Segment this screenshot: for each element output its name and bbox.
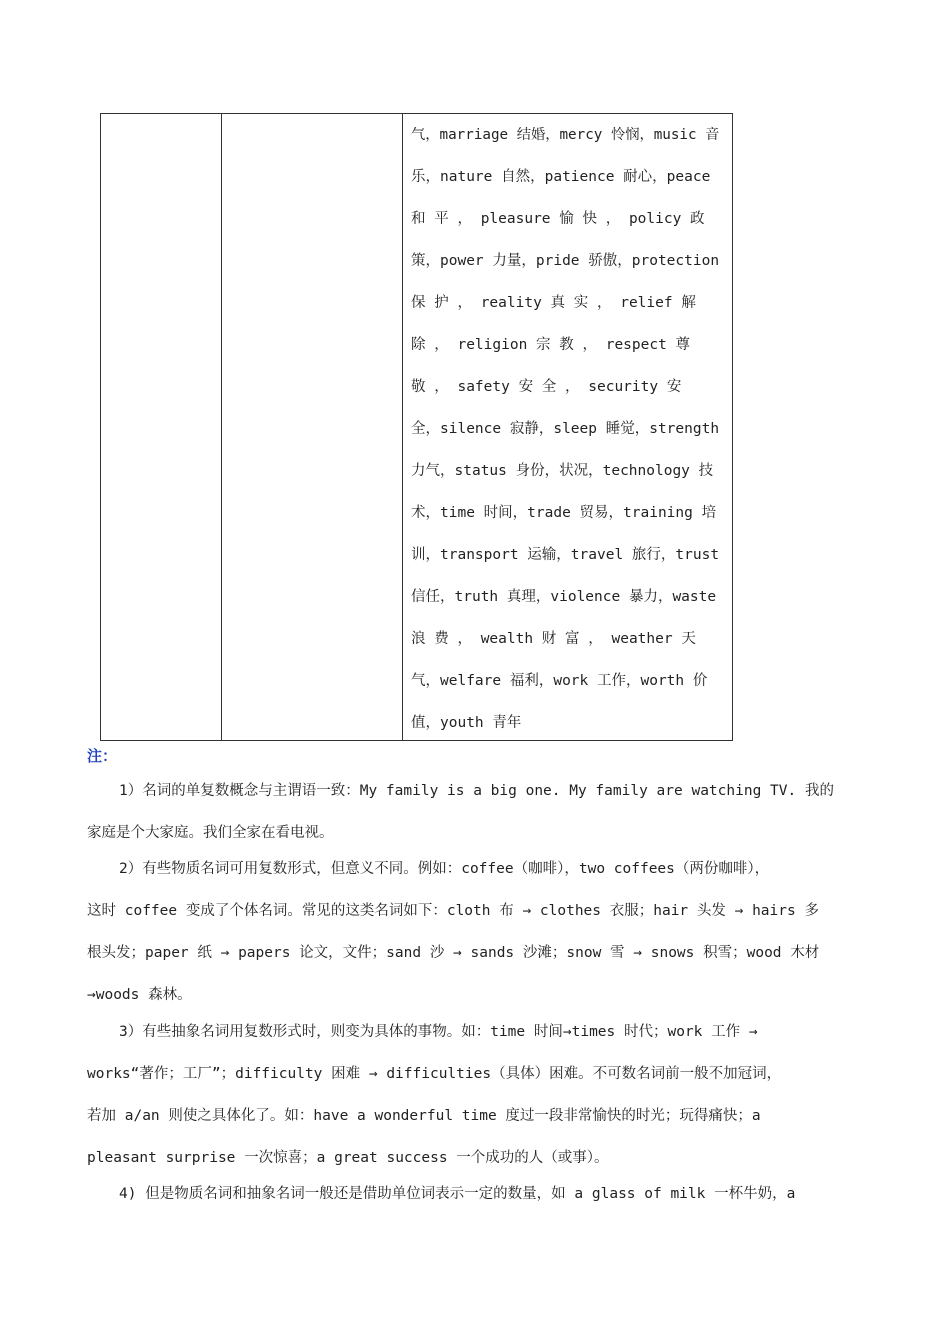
paragraph-line: 4) 但是物质名词和抽象名词一般还是借助单位词表示一定的数量，如 a glass of milk 一杯牛奶，a	[119, 1186, 796, 1202]
table-line: 全，silence 寂静，sleep 睡觉，strength	[411, 421, 720, 437]
table-cell-word-list	[411, 114, 723, 744]
note-paragraph-3	[87, 1011, 865, 1179]
table-column-divider	[402, 114, 403, 740]
table-line: 策，power 力量，pride 骄傲，protection	[411, 253, 720, 269]
paragraph-line: 家庭是个大家庭。我们全家在看电视。	[87, 825, 334, 841]
table-column-divider	[221, 114, 222, 740]
paragraph-line: pleasant surprise 一次惊喜；a great success 一个成功的人（或事）。	[87, 1150, 609, 1166]
table-line: 气，welfare 福利，work 工作，worth 价	[411, 673, 708, 689]
table-line: 乐，nature 自然，patience 耐心，peace	[411, 169, 711, 185]
note-paragraph-4	[87, 1173, 865, 1215]
table-line: 训，transport 运输，travel 旅行，trust	[411, 547, 720, 563]
paragraph-line: 2）有些物质名词可用复数形式，但意义不同。例如：coffee（咖啡），two coffees（两份咖啡），	[119, 861, 770, 877]
paragraph-line: 根头发；paper 纸 → papers 论文，文件；sand 沙 → sands 沙滩；snow 雪 → snows 积雪；wood 木材	[87, 945, 820, 961]
vocabulary-table	[100, 113, 733, 741]
table-line: 保 护 ， reality 真 实 ， relief 解	[411, 295, 696, 311]
paragraph-line: 1）名词的单复数概念与主谓语一致：My family is a big one. My family are watching TV. 我的	[119, 783, 834, 799]
paragraph-line: 这时 coffee 变成了个体名词。常见的这类名词如下：cloth 布 → clothes 衣服；hair 头发 → hairs 多	[87, 903, 819, 919]
table-line: 值，youth 青年	[411, 715, 522, 731]
paragraph-line: 若加 a/an 则使之具体化了。如：have a wonderful time 度过一段非常愉快的时光；玩得痛快；a	[87, 1108, 761, 1124]
table-line: 除 ， religion 宗 教 ， respect 尊	[411, 337, 691, 353]
table-line: 气，marriage 结婚，mercy 怜悯，music 音	[411, 127, 720, 143]
table-line: 力气，status 身份，状况，technology 技	[411, 463, 714, 479]
table-line: 信任，truth 真理，violence 暴力，waste	[411, 589, 717, 605]
table-line: 和 平 ， pleasure 愉 快 ， policy 政	[411, 211, 705, 227]
note-label: 注：	[87, 747, 118, 765]
table-line: 浪 费 ， wealth 财 富 ， weather 天	[411, 631, 696, 647]
note-paragraph-1	[87, 770, 865, 854]
table-line: 敬 ， safety 安 全 ， security 安	[411, 379, 682, 395]
paragraph-line: 3）有些抽象名词用复数形式时，则变为具体的事物。如：time 时间→times 时代；work 工作 →	[119, 1024, 758, 1040]
paragraph-line: →woods 森林。	[87, 987, 192, 1003]
paragraph-line: works“著作；工厂”；difficulty 困难 → difficulties（具体）困难。不可数名词前一般不加冠词，	[87, 1066, 782, 1082]
note-paragraph-2	[87, 848, 865, 1016]
table-line: 术，time 时间，trade 贸易，training 培	[411, 505, 717, 521]
